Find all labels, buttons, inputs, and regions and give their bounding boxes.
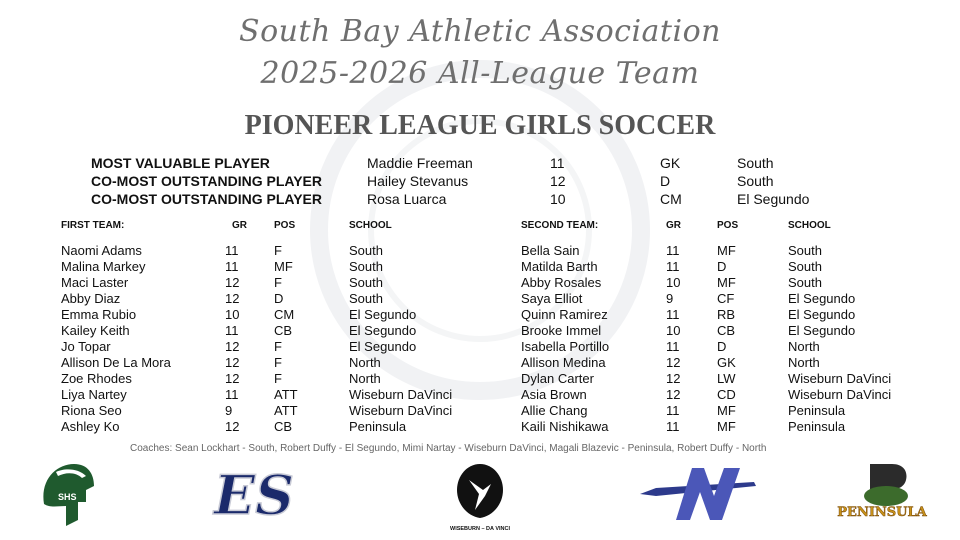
second-team-gr-header: GR [666, 220, 681, 231]
award-title: MOST VALUABLE PLAYER [91, 155, 270, 171]
player-position: F [274, 355, 282, 370]
player-school: Wiseburn DaVinci [788, 387, 892, 402]
player-position: F [274, 243, 282, 258]
player-name: Matilda Barth [521, 259, 598, 274]
player-grade: 12 [225, 355, 240, 370]
player-grade: 11 [666, 403, 680, 418]
player-school: South [788, 243, 822, 258]
player-grade: 12 [225, 371, 240, 386]
second-team-header: SECOND TEAM: [521, 220, 599, 231]
player-position: MF [717, 419, 736, 434]
player-grade: 11 [225, 323, 239, 338]
player-school: South [349, 259, 383, 274]
award-player: Maddie Freeman [367, 155, 473, 171]
player-grade: 12 [225, 275, 240, 290]
player-position: ATT [274, 387, 298, 402]
player-name: Asia Brown [521, 387, 587, 402]
player-position: F [274, 371, 282, 386]
player-school: Wiseburn DaVinci [349, 403, 453, 418]
player-grade: 11 [666, 307, 680, 322]
first-team-header: FIRST TEAM: [61, 220, 125, 231]
season-title: 2025-2026 All-League Team [260, 56, 700, 91]
award-grade: 11 [550, 155, 565, 171]
wolf-head-icon [445, 460, 515, 534]
player-school: El Segundo [349, 307, 417, 322]
award-player: Hailey Stevanus [367, 173, 469, 189]
player-name: Malina Markey [61, 259, 146, 274]
player-position: MF [717, 275, 736, 290]
first-team-school-header: SCHOOL [349, 220, 392, 231]
player-grade: 9 [225, 403, 233, 418]
player-name: Kailey Keith [61, 323, 130, 338]
award-position: CM [660, 191, 682, 207]
award-title: CO-MOST OUTSTANDING PLAYER [91, 191, 323, 207]
player-position: D [717, 339, 727, 354]
player-name: Naomi Adams [61, 243, 142, 258]
player-grade: 11 [225, 259, 239, 274]
player-grade: 10 [225, 307, 240, 322]
player-name: Zoe Rhodes [61, 371, 132, 386]
player-school: North [349, 371, 381, 386]
league-title: PIONEER LEAGUE GIRLS SOCCER [244, 110, 716, 141]
award-grade: 12 [550, 173, 566, 189]
player-school: El Segundo [788, 307, 856, 322]
player-school: South [349, 291, 383, 306]
player-school: Wiseburn DaVinci [349, 387, 453, 402]
player-name: Bella Sain [521, 243, 580, 258]
player-position: CB [274, 419, 293, 434]
player-name: Allison Medina [521, 355, 606, 370]
player-position: LW [717, 371, 736, 386]
player-school: South [349, 275, 383, 290]
award-position: GK [660, 155, 681, 171]
player-position: CB [717, 323, 736, 338]
association-title: South Bay Athletic Association [239, 14, 721, 49]
player-position: F [274, 339, 282, 354]
first-team-gr-header: GR [232, 220, 247, 231]
player-name: Jo Topar [61, 339, 111, 354]
award-grade: 10 [550, 191, 566, 207]
player-name: Liya Nartey [61, 387, 127, 402]
player-position: ATT [274, 403, 298, 418]
coaches-line: Coaches: Sean Lockhart - South, Robert Duffy - El Segundo, Mimi Nartay - Wiseburn DaVinci, Magali Blazevic - Peninsula, Robert Duffy - North [130, 443, 767, 454]
player-position: GK [717, 355, 736, 370]
player-grade: 12 [666, 371, 681, 386]
player-grade: 12 [666, 355, 681, 370]
player-school: South [788, 259, 822, 274]
player-grade: 10 [666, 275, 681, 290]
player-school: Peninsula [788, 419, 846, 434]
player-position: F [274, 275, 282, 290]
svg-text:ES: ES [214, 463, 295, 527]
player-grade: 11 [666, 419, 680, 434]
player-name: Maci Laster [61, 275, 129, 290]
player-grade: 11 [225, 387, 239, 402]
player-school: El Segundo [788, 323, 856, 338]
player-position: CF [717, 291, 735, 306]
player-school: El Segundo [788, 291, 856, 306]
player-name: Saya Elliot [521, 291, 583, 306]
player-school: South [788, 275, 822, 290]
player-grade: 12 [225, 291, 240, 306]
player-name: Kaili Nishikawa [521, 419, 609, 434]
n-sword-icon [636, 460, 760, 526]
player-position: MF [274, 259, 293, 274]
player-position: MF [717, 403, 736, 418]
player-school: North [788, 355, 820, 370]
award-school: El Segundo [737, 191, 810, 207]
svg-text:PENINSULA: PENINSULA [837, 505, 927, 520]
player-name: Riona Seo [61, 403, 122, 418]
player-position: RB [717, 307, 736, 322]
player-name: Emma Rubio [61, 307, 137, 322]
player-position: D [274, 291, 284, 306]
second-team-pos-header: POS [717, 220, 739, 231]
award-school: South [737, 173, 774, 189]
player-name: Allie Chang [521, 403, 588, 418]
panther-p-icon [837, 460, 927, 526]
award-title: CO-MOST OUTSTANDING PLAYER [91, 173, 323, 189]
player-grade: 12 [225, 339, 240, 354]
player-grade: 11 [666, 259, 680, 274]
player-school: El Segundo [349, 323, 417, 338]
player-position: D [717, 259, 727, 274]
first-team-pos-header: POS [274, 220, 296, 231]
es-script-icon [210, 462, 294, 526]
player-position: CB [274, 323, 293, 338]
player-name: Quinn Ramirez [521, 307, 608, 322]
player-school: Peninsula [788, 403, 846, 418]
player-position: MF [717, 243, 736, 258]
player-position: CM [274, 307, 295, 322]
award-position: D [660, 173, 671, 189]
player-grade: 9 [666, 291, 674, 306]
player-school: Wiseburn DaVinci [788, 371, 892, 386]
player-name: Abby Rosales [521, 275, 602, 290]
player-school: North [349, 355, 381, 370]
player-name: Dylan Carter [521, 371, 594, 386]
player-grade: 12 [666, 387, 681, 402]
player-school: Peninsula [349, 419, 407, 434]
player-school: South [349, 243, 383, 258]
player-grade: 10 [666, 323, 681, 338]
player-school: North [788, 339, 820, 354]
svg-text:SHS: SHS [58, 492, 77, 502]
player-position: CD [717, 387, 736, 402]
player-grade: 11 [666, 339, 680, 354]
player-name: Abby Diaz [61, 291, 121, 306]
player-name: Brooke Immel [521, 323, 602, 338]
player-name: Allison De La Mora [61, 355, 171, 370]
player-grade: 11 [666, 243, 680, 258]
player-name: Isabella Portillo [521, 339, 610, 354]
player-grade: 11 [225, 243, 239, 258]
player-name: Ashley Ko [61, 419, 120, 434]
player-grade: 12 [225, 419, 240, 434]
second-team-school-header: SCHOOL [788, 220, 831, 231]
spartan-helmet-icon [36, 460, 98, 530]
player-school: El Segundo [349, 339, 417, 354]
svg-text:WISEBURN – DA VINCI: WISEBURN – DA VINCI [450, 526, 510, 532]
award-player: Rosa Luarca [367, 191, 447, 207]
award-school: South [737, 155, 774, 171]
